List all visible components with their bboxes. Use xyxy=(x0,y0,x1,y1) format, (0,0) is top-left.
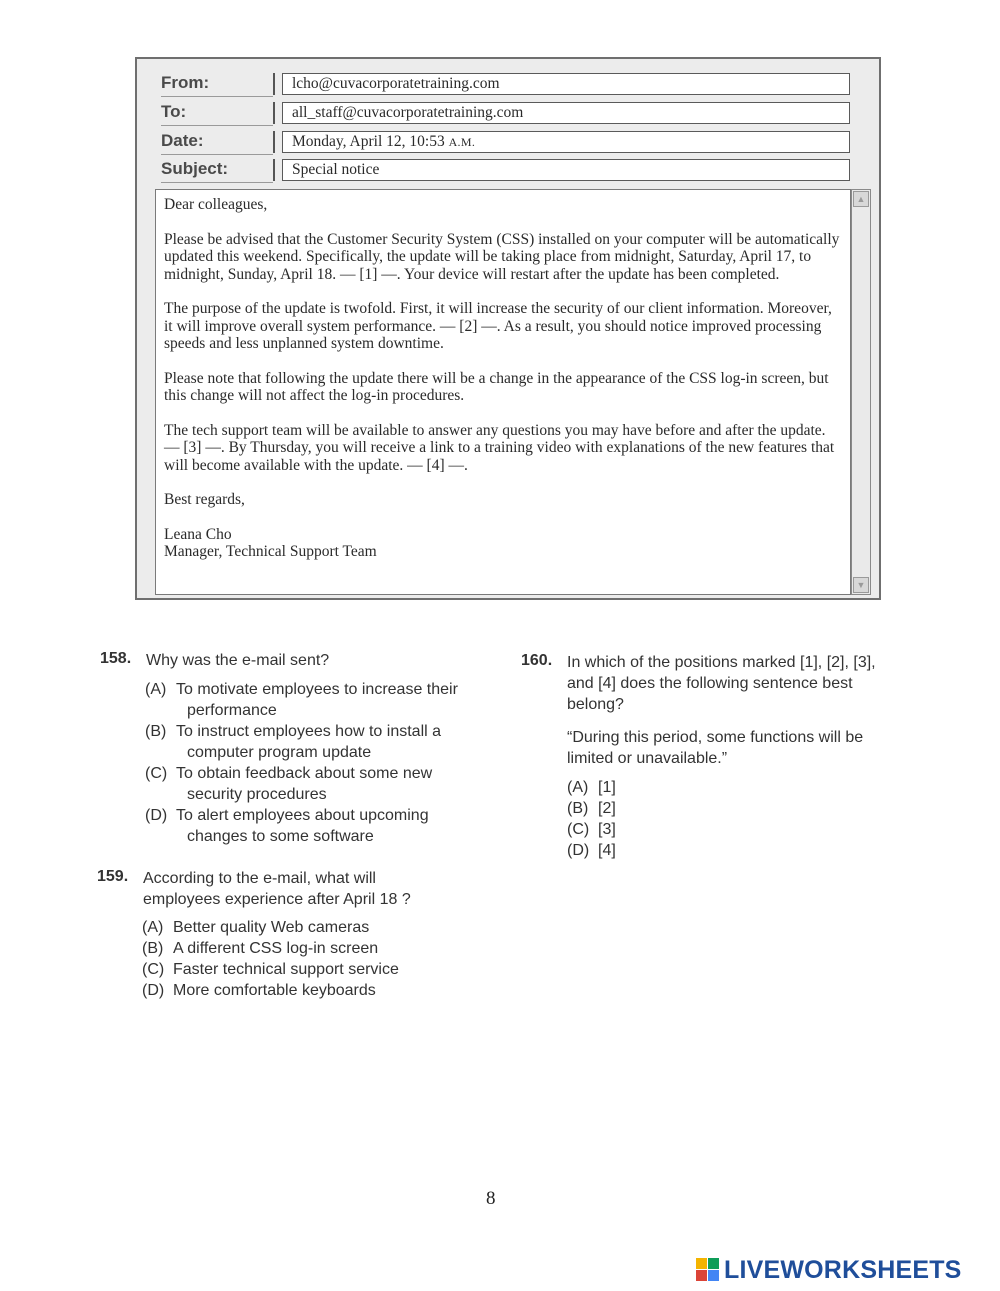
quote-line: “During this period, some functions will be xyxy=(567,729,864,746)
option-letter: (C) xyxy=(145,765,168,782)
logo-squares-icon xyxy=(696,1258,720,1282)
paragraph-3: Please note that following the update there will be a change in the appearance of the CSS log-in screen, but this change will not affect the log-in procedures. xyxy=(164,369,829,404)
signature-title: Manager, Technical Support Team xyxy=(164,543,377,560)
separator xyxy=(273,102,275,124)
separator xyxy=(273,73,275,95)
question-160 xyxy=(521,652,921,862)
question-stem-line: In which of the positions marked [1], [2], [3], xyxy=(567,654,876,671)
scroll-down-icon[interactable]: ▼ xyxy=(853,577,869,593)
option-letter: (C) xyxy=(567,821,590,838)
option-text: More comfortable keyboards xyxy=(173,982,376,999)
date-ampm: A.M. xyxy=(448,135,476,149)
question-stem xyxy=(143,868,411,910)
signature-name: Leana Cho xyxy=(164,525,232,543)
option-letter: (A) xyxy=(145,681,167,698)
paragraph-1: Please be advised that the Customer Security System (CSS) installed on your computer will be automatically updated this weekend. Specifically, the update will be taking place from midnight, Saturday, April 17, to midnight, Sunday, April 18. — [1] —. Your device will restart after the update has been completed. xyxy=(164,230,840,283)
to-label: To: xyxy=(161,100,273,126)
option-letter: (A) xyxy=(142,919,164,936)
date-row xyxy=(155,129,867,155)
option-letter: (D) xyxy=(567,842,590,859)
option-letter: (B) xyxy=(567,800,589,817)
date-field xyxy=(282,131,850,153)
logo-text: LIVEWORKSHEETS xyxy=(724,1256,962,1284)
option-text-cont: changes to some software xyxy=(187,828,374,845)
option-text: To alert employees about upcoming xyxy=(176,807,429,824)
question-stem-line: and [4] does the following sentence best xyxy=(567,675,853,692)
question-stem-line: belong? xyxy=(567,696,624,713)
question-number: 158. xyxy=(100,650,132,667)
option-text: Faster technical support service xyxy=(173,961,399,978)
to-row xyxy=(155,100,867,126)
from-label: From: xyxy=(161,71,273,97)
quote-line: limited or unavailable.” xyxy=(567,750,728,767)
option-text-cont: security procedures xyxy=(187,786,327,803)
separator xyxy=(273,131,275,153)
from-row xyxy=(155,71,867,97)
option-letter: (B) xyxy=(145,723,167,740)
subject-row xyxy=(155,157,867,183)
question-stem xyxy=(567,652,876,715)
option-text: [4] xyxy=(598,842,616,859)
option-letter: (B) xyxy=(142,940,164,957)
page-number: 8 xyxy=(486,1188,496,1209)
option-text: [3] xyxy=(598,821,616,838)
separator xyxy=(273,159,275,181)
option-letter: (D) xyxy=(142,982,165,999)
option-text: To obtain feedback about some new xyxy=(176,765,433,782)
email-body xyxy=(155,189,851,595)
to-field: all_staff@cuvacorporatetraining.com xyxy=(282,102,850,124)
question-159 xyxy=(97,868,497,1008)
option-text: [1] xyxy=(598,779,616,796)
question-number: 160. xyxy=(521,652,553,669)
question-158 xyxy=(100,650,500,850)
date-value: Monday, April 12, 10:53 xyxy=(292,133,445,150)
paragraph-2: The purpose of the update is twofold. First, it will increase the security of our client information. Moreover, it will improve overall system performance. — [2] —. As a result, you should notice improved processing speeds and less unplanned system downtime. xyxy=(164,300,832,352)
date-label: Date: xyxy=(161,129,273,155)
option-text: Better quality Web cameras xyxy=(173,919,370,936)
email-scrollbar[interactable] xyxy=(851,189,871,595)
greeting: Dear colleagues, xyxy=(164,196,268,213)
option-text-cont: performance xyxy=(187,702,277,719)
subject-field: Special notice xyxy=(282,159,850,181)
option-letter: (A) xyxy=(567,779,589,796)
option-text: To motivate employees to increase their xyxy=(176,681,458,698)
subject-label: Subject: xyxy=(161,157,273,183)
option-letter: (D) xyxy=(145,807,168,824)
question-stem: Why was the e-mail sent? xyxy=(146,652,330,669)
option-text: A different CSS log-in screen xyxy=(173,940,379,957)
email-window xyxy=(135,57,881,600)
question-number: 159. xyxy=(97,868,129,885)
option-letter: (C) xyxy=(142,961,165,978)
option-text-cont: computer program update xyxy=(187,744,372,761)
option-text: To instruct employees how to install a xyxy=(176,723,442,740)
question-stem-line: According to the e-mail, what will xyxy=(143,870,376,887)
closing: Best regards, xyxy=(164,491,245,508)
quoted-sentence xyxy=(567,727,863,769)
scroll-up-icon[interactable]: ▲ xyxy=(853,191,869,207)
from-field: lcho@cuvacorporatetraining.com xyxy=(282,73,850,95)
question-stem-line: employees experience after April 18 ? xyxy=(143,891,411,908)
paragraph-4: The tech support team will be available to answer any questions you may have before and after the update. — [3] —. By Thursday, you will receive a link to a training video with explanations of the new features that will become available with the update. — [4] —. xyxy=(164,421,835,474)
option-text: [2] xyxy=(598,800,616,817)
